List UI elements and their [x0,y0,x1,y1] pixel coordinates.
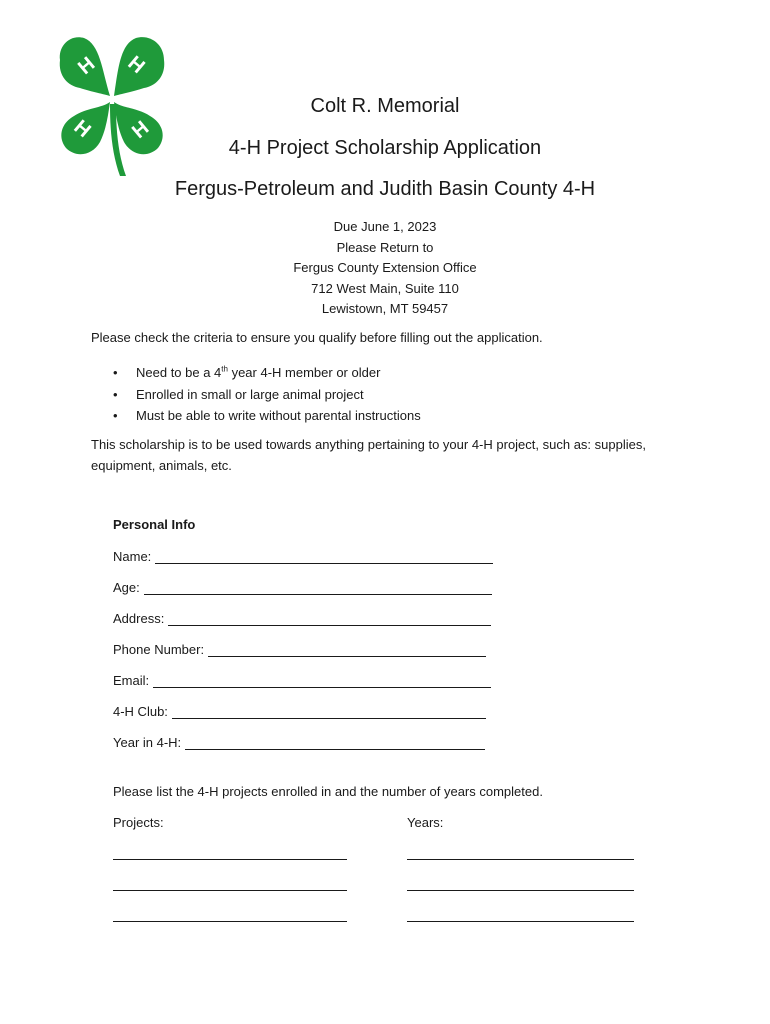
personal-info-heading: Personal Info [113,517,196,532]
age-label: Age: [113,580,140,595]
criteria-intro: Please check the criteria to ensure you qualify before filling out the application. [91,330,543,345]
city-address: Lewistown, MT 59457 [321,301,449,316]
club-input-line[interactable] [172,704,486,719]
years-line-2[interactable] [407,890,634,891]
years-line-3[interactable] [407,921,634,922]
projects-prompt: Please list the 4-H projects enrolled in and the number of years completed. [113,784,543,799]
address-input-line[interactable] [168,611,491,626]
purpose-text: This scholarship is to be used towards anything pertaining to your 4-H project, such as: supplies, equipment, animals, etc. [91,437,646,473]
title-line-2: 4-H Project Scholarship Application [228,137,542,159]
svg-text:H: H [128,116,154,144]
svg-text:H: H [69,115,95,143]
years-heading: Years: [407,815,444,830]
return-to: Please Return to [336,239,434,255]
age-field[interactable] [113,577,492,595]
criteria-list [113,362,421,427]
project-line-1[interactable] [113,859,347,860]
criteria-item-year: • Need to be a 4th year 4-H member or older [113,362,421,384]
age-input-line[interactable] [144,580,492,595]
criteria-item-project: • Enrolled in small or large animal project [113,384,421,406]
phone-input-line[interactable] [208,642,486,657]
year-field[interactable] [113,732,485,750]
title-line-1: Colt R. Memorial [310,95,460,117]
club-field[interactable] [113,701,486,719]
years-line-1[interactable] [407,859,634,860]
address-field[interactable] [113,608,491,626]
phone-label: Phone Number: [113,642,205,657]
criteria-item-parental: • Must be able to write without parental instructions [113,405,421,427]
svg-text:H: H [123,51,149,79]
office-name: Fergus County Extension Office [293,260,477,275]
email-field[interactable] [113,670,491,688]
street-address: 712 West Main, Suite 110 [311,280,459,296]
address-label: Address: [113,611,165,626]
club-label: 4-H Club: [113,704,168,719]
name-field[interactable] [113,546,493,564]
contact-block [0,217,770,320]
project-line-3[interactable] [113,921,347,922]
name-input-line[interactable] [155,549,493,564]
email-label: Email: [113,673,150,688]
title-line-3: Fergus-Petroleum and Judith Basin County 4-H [174,178,596,200]
projects-heading: Projects: [113,815,164,830]
project-line-2[interactable] [113,890,347,891]
due-date: Due June 1, 2023 [333,219,437,234]
email-input-line[interactable] [153,673,491,688]
phone-field[interactable] [113,639,486,657]
svg-text:H: H [74,52,100,80]
name-label: Name: [113,549,152,564]
year-label: Year in 4-H: [113,735,182,750]
year-input-line[interactable] [185,735,485,750]
